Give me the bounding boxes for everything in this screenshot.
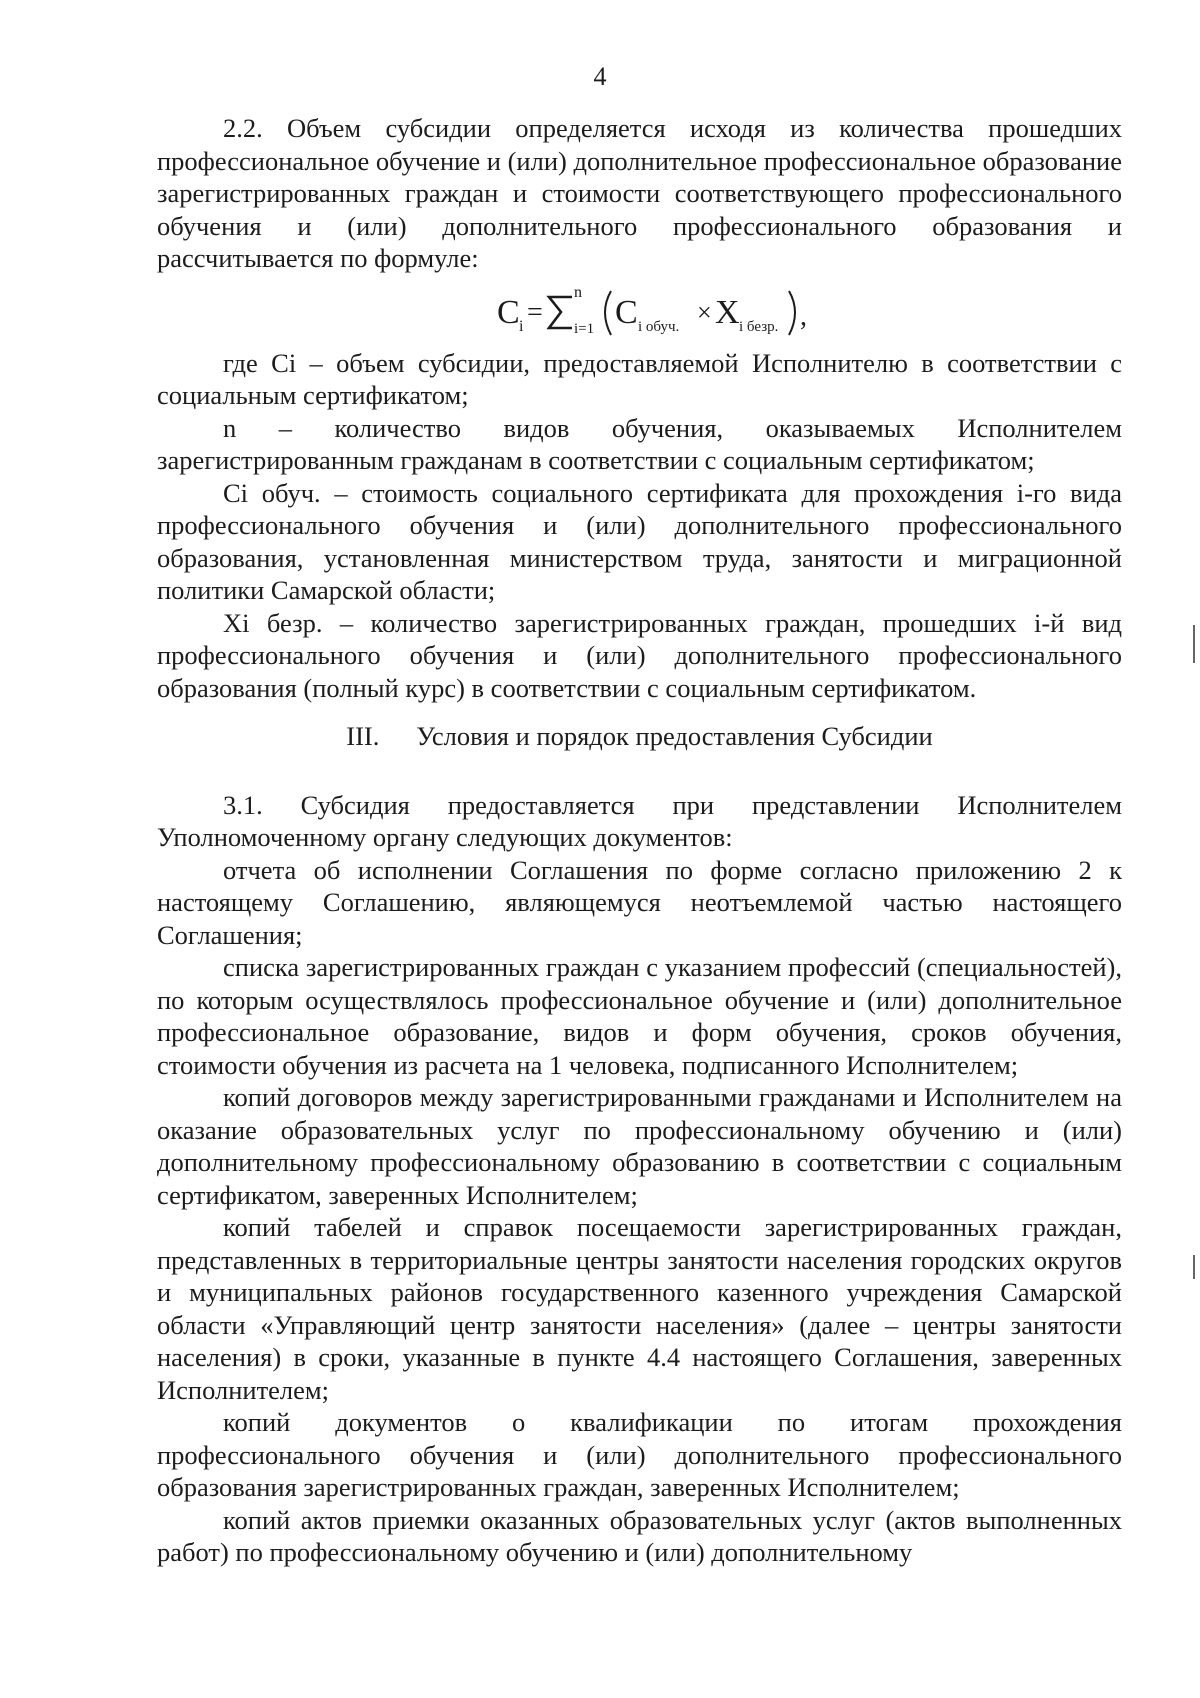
formula-sum-top: n [574, 283, 582, 301]
right-paren-icon [789, 291, 795, 335]
formula-term1: C [615, 293, 638, 331]
list-item: списка зарегистрированных граждан с указанием профессий (специальностей), по которым осуществлялось профессиональное обучение и (или) дополнительное профессиональное образование, видов и форм обучения, сроков обучения, стоимости обучения из расчета на 1 человека, подписанного Исполнителем; [157, 952, 1122, 1080]
formula-term1-sub: i обуч. [638, 318, 680, 335]
list-item: копий документов о квалификации по итогам прохождения профессионального обучения и (или) дополнительного профессионального образования зарегистрированных граждан, заверенных Исполнителем; [157, 1407, 1122, 1502]
definition-n: n – количество видов обучения, оказываемых Исполнителем зарегистрированным гражданам в соответствии с социальным сертификатом; [157, 412, 1122, 475]
section-title: Условия и порядок предоставления Субсидии [416, 721, 933, 751]
list-item: копий актов приемки оказанных образовательных услуг (актов выполненных работ) по профессиональному обучению и (или) дополнительному [157, 1504, 1122, 1567]
sum-symbol-icon [549, 297, 572, 328]
left-paren-icon [605, 291, 611, 335]
paragraph-3-1: 3.1. Субсидия предоставляется при представлении Исполнителем Уполномоченному органу следующих документов: [157, 789, 1122, 852]
definition-ci: где Ci – объем субсидии, предоставляемой Исполнителю в соответствии с социальным сертификатом; [157, 347, 1122, 410]
formula-term2: X [715, 293, 740, 331]
formula-lhs-sub: i [519, 317, 524, 335]
list-item: копий табелей и справок посещаемости зарегистрированных граждан, представленных в территориальные центры занятости населения городских округов и муниципальных районов государственного казенного учреждения Самарской области «Управляющий центр занятости населения» (далее – центры занятости населения) в сроки, указанные в пункте 4.4 настоящего Соглашения, заверенных Исполнителем; [157, 1212, 1122, 1405]
definition-ci-obuch: Ci обуч. – стоимость социального сертификата для прохождения i-го вида профессионального обучения и (или) дополнительного профессионального образования, установленная министерством труда, занятости и миграционной политики Самарской области; [157, 477, 1122, 605]
formula-term2-sub: i безр. [739, 318, 779, 335]
formula-equals: = [527, 296, 543, 328]
formula-sum-bottom: i=1 [574, 320, 595, 337]
formula-trailing: , [800, 300, 807, 332]
formula-times: × [697, 297, 712, 327]
section-heading [157, 704, 1122, 789]
subsidy-formula [157, 275, 1122, 347]
definition-xi: Xi безр. – количество зарегистрированных граждан, прошедших i-й вид профессионального обучения и (или) дополнительного профессионального образования (полный курс) в соответствии с социальным сертификатом. [157, 607, 1122, 703]
document-body [157, 112, 1122, 1569]
section-number: III. [346, 721, 380, 751]
list-item: копий договоров между зарегистрированными гражданами и Исполнителем на оказание образовательных услуг по профессиональному обучению и (или) дополнительному профессиональному образованию в соответствии с социальным сертификатом, заверенных Исполнителем; [157, 1082, 1122, 1210]
list-item: отчета об исполнении Соглашения по форме согласно приложению 2 к настоящему Соглашению, являющемуся неотъемлемой частью настоящего Соглашения; [157, 854, 1122, 950]
formula-lhs: C [497, 293, 520, 331]
scan-edge-mark [1193, 625, 1195, 663]
formula-graphic [497, 277, 957, 347]
paragraph-2-2: 2.2. Объем субсидии определяется исходя из количества прошедших профессиональное обучение и (или) дополнительное профессиональное образование зарегистрированных граждан и стоимости соответствующего профессионального обучения и (или) дополнительного профессионального образования и рассчитывается по формуле: [157, 113, 1122, 273]
page-number: 4 [593, 62, 607, 91]
scan-edge-mark [1193, 1255, 1195, 1279]
